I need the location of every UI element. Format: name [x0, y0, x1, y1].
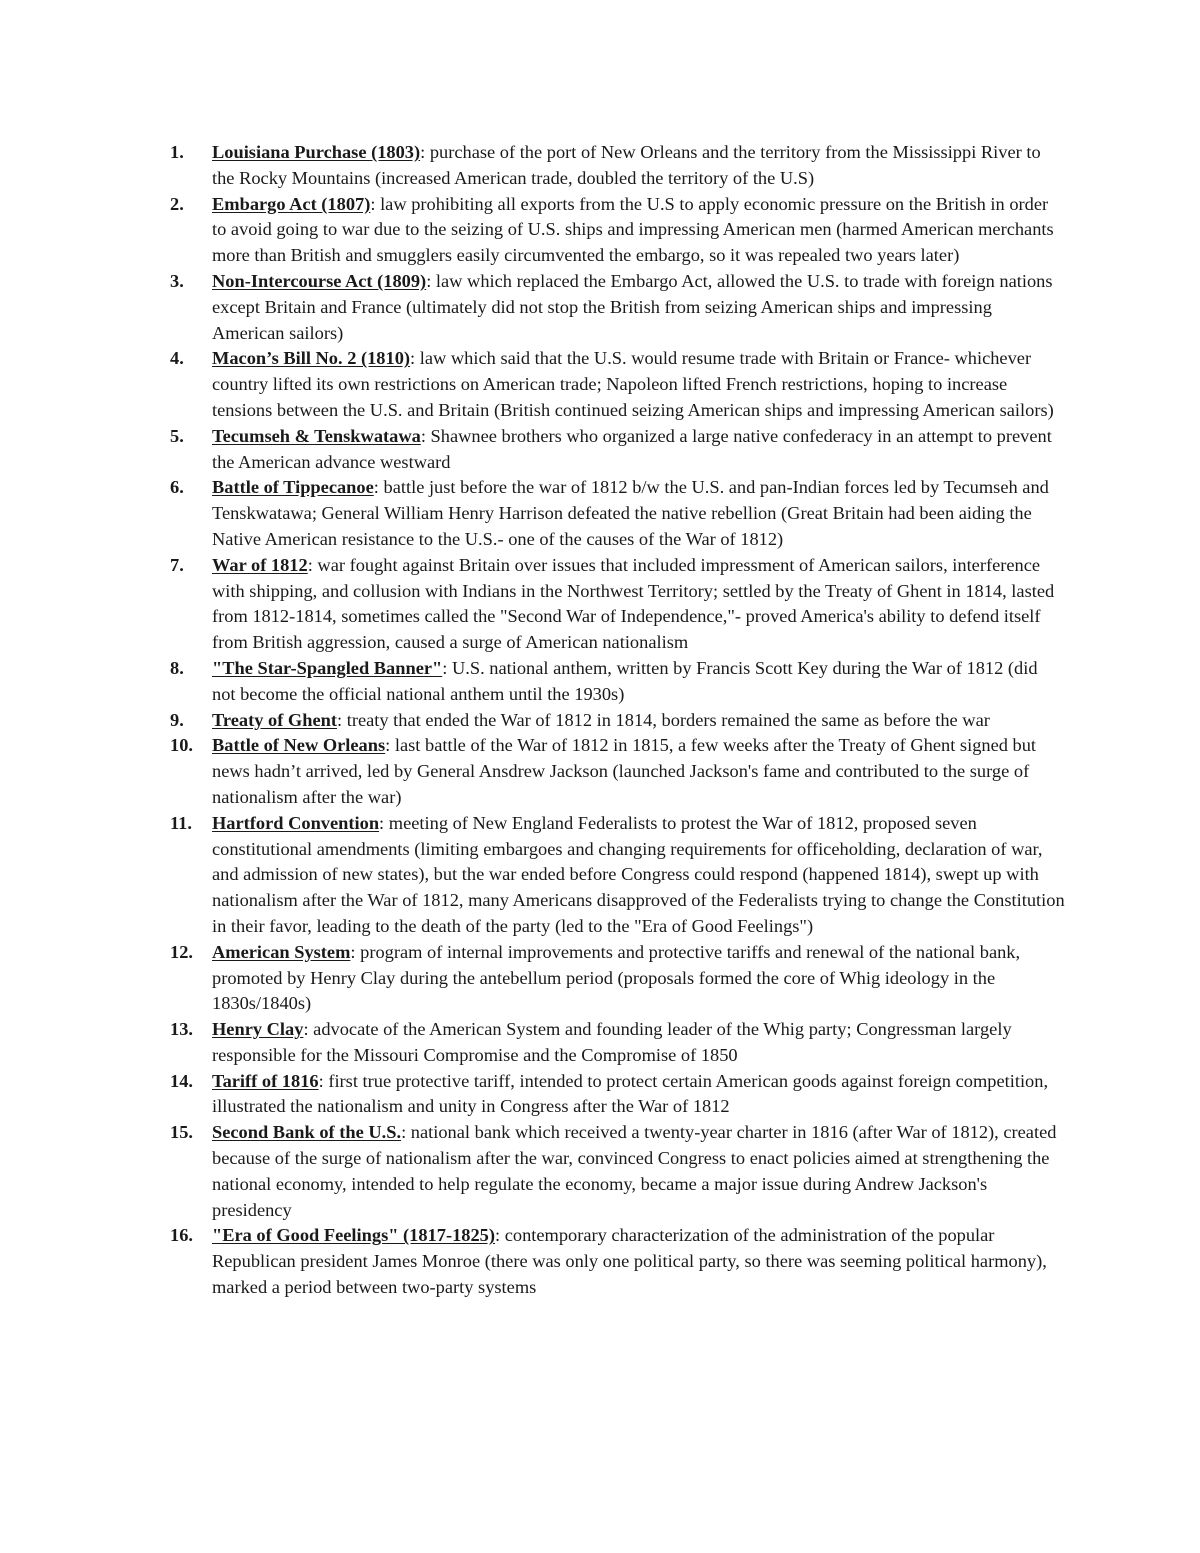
term-title: Louisiana Purchase (1803)	[212, 142, 421, 162]
list-item	[170, 475, 1065, 552]
term-definition: U.S. national anthem, written by Francis Scott Key during the War of 1812 (did not become the official national anthem until the 1930s)	[212, 657, 1038, 704]
term-separator: :	[318, 1070, 324, 1091]
term-title: Treaty of Ghent	[212, 709, 337, 730]
list-item	[170, 553, 1065, 656]
item-number: 7.	[170, 554, 184, 575]
term-title: Tariff of 1816	[212, 1070, 319, 1091]
term-separator: :	[426, 270, 432, 291]
term-separator: :	[410, 348, 416, 369]
term-title: Henry Clay	[212, 1019, 304, 1040]
item-number: 2.	[170, 193, 184, 214]
item-number: 16.	[170, 1225, 193, 1246]
list-item	[170, 1017, 1065, 1069]
item-number: 3.	[170, 270, 184, 291]
term-definition: war fought against Britain over issues that included impressment of American sailors, interference with shipping, and collusion with Indians in the Northwest Territory; settled by the Treaty of Ghent in 1814, lasted from 1812-1814, sometimes called the "Second War of Independence,"- proved America's ability to defend itself from British aggression, caused a surge of American nationalism	[212, 554, 1055, 653]
list-item	[170, 1120, 1065, 1223]
item-number: 15.	[170, 1122, 193, 1143]
item-number: 13.	[170, 1019, 193, 1040]
list-item	[170, 1069, 1065, 1121]
term-title: Battle of New Orleans	[212, 735, 386, 756]
term-title: Battle of Tippecanoe	[212, 477, 374, 498]
list-item	[170, 424, 1065, 476]
term-separator: :	[350, 941, 356, 962]
item-number: 6.	[170, 477, 184, 498]
term-separator: :	[336, 709, 343, 730]
item-number: 4.	[170, 348, 184, 369]
item-number: 14.	[170, 1070, 193, 1091]
term-definition: law prohibiting all exports from the U.S to apply economic pressure on the British in order to avoid going to war due to the seizing of U.S. ships and impressing American men (harmed American merchants more than British and smugglers easily circumvented the embargo, so it was repealed two years later)	[212, 193, 1054, 266]
term-definition: national bank which received a twenty-year charter in 1816 (after War of 1812), created because of the surge of nationalism after the war, convinced Congress to enact policies aimed at strengthening the national economy, intended to help regulate the economy, became a major issue during Andrew Jackson's presidency	[212, 1122, 1057, 1220]
term-separator: :	[303, 1019, 309, 1040]
term-title: Macon’s Bill No. 2 (1810)	[212, 348, 411, 369]
term-title: Non-Intercourse Act (1809)	[212, 270, 427, 291]
term-definition: program of internal improvements and protective tariffs and renewal of the national bank, promoted by Henry Clay during the antebellum period (proposals formed the core of Whig ideology in the 1830s/1840s)	[212, 941, 1021, 1014]
list-item	[170, 811, 1065, 940]
term-definition: Shawnee brothers who organized a large native confederacy in an attempt to prevent the American advance westward	[212, 425, 1052, 472]
term-definition: purchase of the port of New Orleans and the territory from the Mississippi River to the Rocky Mountains (increased American trade, doubled the territory of the U.S)	[212, 142, 1041, 188]
list-item	[170, 346, 1065, 423]
term-definition: law which said that the U.S. would resume trade with Britain or France- whichever country lifted its own restrictions on American trade; Napoleon lifted French restrictions, hoping to increase tensions between the U.S. and Britain (British continued seizing American ships and impressing American sailors)	[212, 348, 1054, 420]
term-separator: :	[420, 425, 426, 446]
term-separator: :	[494, 1225, 501, 1246]
term-title: "Era of Good Feelings" (1817-1825)	[212, 1225, 495, 1246]
term-separator: :	[379, 812, 385, 833]
list-item	[170, 192, 1065, 269]
list-item	[170, 1223, 1065, 1300]
item-number: 1.	[170, 142, 184, 162]
list-item	[170, 140, 1065, 192]
item-number: 8.	[170, 657, 184, 678]
term-title: "The Star-Spangled Banner"	[212, 657, 443, 678]
term-list	[170, 140, 1065, 1301]
list-item	[170, 940, 1065, 1017]
item-number: 12.	[170, 941, 193, 962]
term-definition: meeting of New England Federalists to protest the War of 1812, proposed seven constitutional amendments (limiting embargoes and changing requirements for officeholding, declaration of war, and admission of new states), but the war ended before Congress could respond (happened 1814), swept up with nationalism after the War of 1812, many Americans disapproved of the Federalists trying to change the Constitution in their favor, leading to the death of the party (led to the "Era of Good Feelings")	[212, 812, 1065, 936]
term-title: American System	[212, 941, 351, 962]
term-definition: battle just before the war of 1812 b/w the U.S. and pan-Indian forces led by Tecumseh and Tenskwatawa; General William Henry Harrison defeated the native rebellion (Great Britain had been aiding the Native American resistance to the U.S.- one of the causes of the War of 1812)	[212, 477, 1049, 549]
item-number: 11.	[170, 812, 192, 833]
term-definition: first true protective tariff, intended to protect certain American goods against foreign competition, illustrated the nationalism and unity in Congress after the War of 1812	[212, 1070, 1049, 1117]
term-title: Hartford Convention	[212, 812, 380, 833]
term-separator: :	[370, 193, 376, 214]
list-item	[170, 708, 1065, 734]
term-title: Tecumseh & Tenskwatawa	[212, 425, 421, 446]
list-item	[170, 733, 1065, 810]
term-separator: :	[385, 735, 391, 756]
term-title: Second Bank of the U.S.	[212, 1122, 402, 1143]
term-separator: :	[401, 1122, 407, 1143]
term-definition: advocate of the American System and founding leader of the Whig party; Congressman largely responsible for the Missouri Compromise and the Compromise of 1850	[212, 1019, 1012, 1065]
term-separator: :	[442, 657, 448, 678]
term-definition: treaty that ended the War of 1812 in 1814, borders remained the same as before the war	[342, 709, 990, 730]
term-separator: :	[373, 477, 379, 498]
list-item	[170, 656, 1065, 708]
term-definition: law which replaced the Embargo Act, allowed the U.S. to trade with foreign nations except Britain and France (ultimately did not stop the British from seizing American ships and impressing American sailors)	[212, 270, 1053, 343]
term-definition: last battle of the War of 1812 in 1815, a few weeks after the Treaty of Ghent signed but news hadn’t arrived, led by General Ansdrew Jackson (launched Jackson's fame and contributed to the surge of nationalism after the war)	[212, 735, 1037, 807]
item-number: 9.	[170, 709, 184, 730]
item-number: 5.	[170, 425, 184, 446]
term-definition: contemporary characterization of the administration of the popular Republican president James Monroe (there was only one political party, so there was seeming political harmony), marked a period between two-party systems	[212, 1225, 1047, 1298]
list-item	[170, 269, 1065, 346]
term-title: Embargo Act (1807)	[212, 193, 371, 214]
term-title: War of 1812	[212, 554, 308, 575]
item-number: 10.	[170, 735, 193, 756]
term-separator: :	[307, 554, 313, 575]
term-separator: :	[420, 142, 426, 162]
